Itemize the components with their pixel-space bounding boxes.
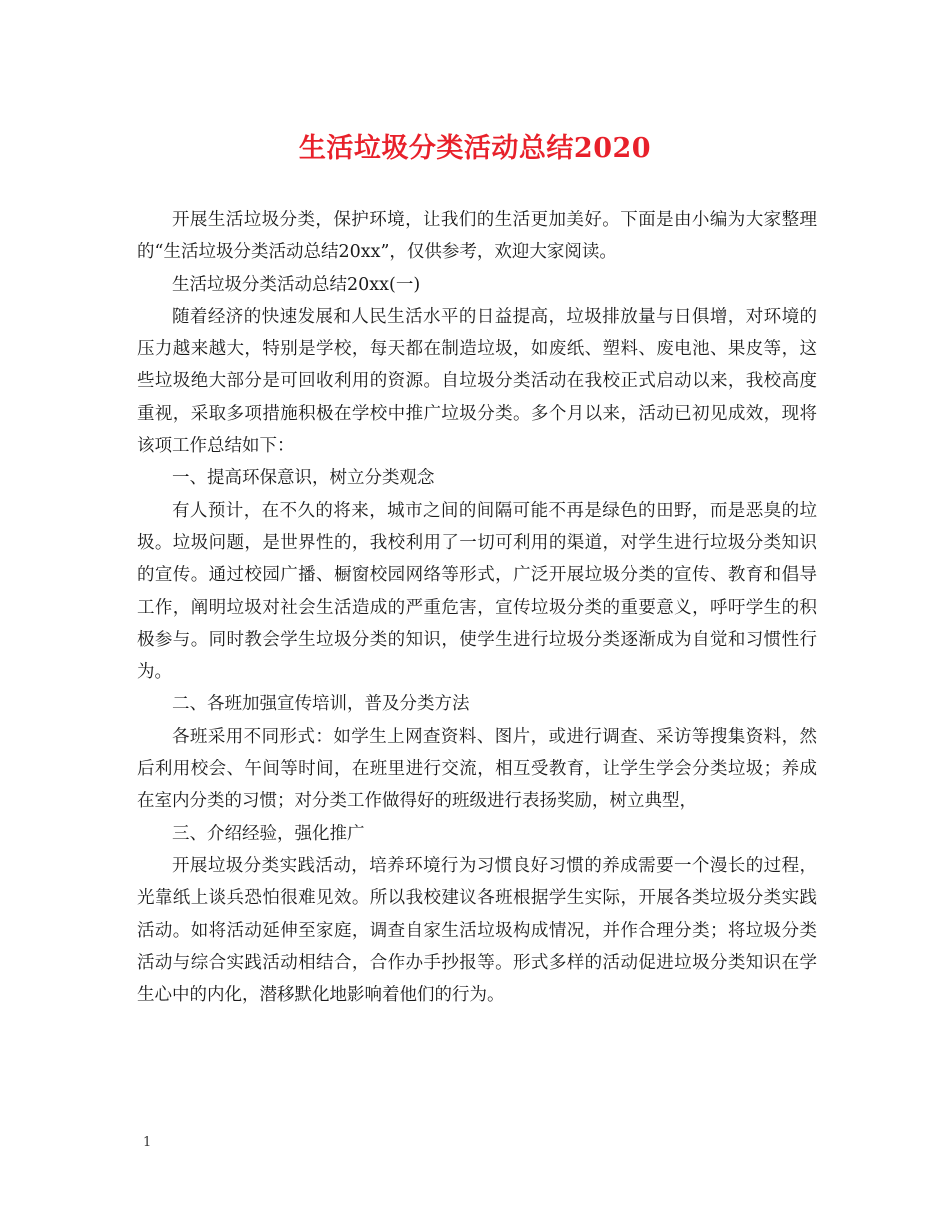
section-heading-training: 二、各班加强宣传培训，普及分类方法 [172,694,470,715]
section-heading-experience: 三、介绍经验，强化推广 [172,823,365,844]
training-paragraph: 各班采用不同形式：如学生上网查资料、图片，或进行调查、采访等搜集资料，然后利用校会、午间等时间，在班里进行交流，相互受教育，让学生学会分类垃圾；养成在室内分类的习惯；对分类工作做得好的班级进行表扬奖励，树立典型， [137,726,817,812]
section-heading-awareness: 一、提高环保意识，树立分类观念 [172,468,435,489]
section-heading-summary-one: 生活垃圾分类活动总结20xx(一) [172,274,421,295]
document-body [137,204,817,1011]
intro-paragraph: 开展生活垃圾分类，保护环境，让我们的生活更加美好。下面是由小编为大家整理的“生活垃圾分类活动总结20xx”，仅供参考，欢迎大家阅读。 [137,210,817,263]
document-title: 生活垃圾分类活动总结2020 [298,133,652,164]
awareness-paragraph: 有人预计，在不久的将来，城市之间的间隔可能不再是绿色的田野，而是恶臭的垃圾。垃圾问题，是世界性的，我校利用了一切可利用的渠道，对学生进行垃圾分类知识的宣传。通过校园广播、橱窗校园网络等形式，广泛开展垃圾分类的宣传、教育和倡导工作，阐明垃圾对社会生活造成的严重危害，宣传垃圾分类的重要意义，呼吁学生的积极参与。同时教会学生垃圾分类的知识，使学生进行垃圾分类逐渐成为自觉和习惯性行为。 [137,500,817,683]
background-paragraph: 随着经济的快速发展和人民生活水平的日益提高，垃圾排放量与日俱增，对环境的压力越来越大，特别是学校，每天都在制造垃圾，如废纸、塑料、废电池、果皮等，这些垃圾绝大部分是可回收利用的资源。自垃圾分类活动在我校正式启动以来，我校高度重视，采取多项措施积极在学校中推广垃圾分类。多个月以来，活动已初见成效，现将该项工作总结如下： [137,306,817,457]
experience-paragraph: 开展垃圾分类实践活动，培养环境行为习惯良好习惯的养成需要一个漫长的过程，光靠纸上谈兵恐怕很难见效。所以我校建议各班根据学生实际，开展各类垃圾分类实践活动。如将活动延伸至家庭，调查自家生活垃圾构成情况，并作合理分类；将垃圾分类活动与综合实践活动相结合，合作办手抄报等。形式多样的活动促进垃圾分类知识在学生心中的内化，潜移默化地影响着他们的行为。 [137,855,817,1006]
page-number: 1 [143,1135,152,1150]
